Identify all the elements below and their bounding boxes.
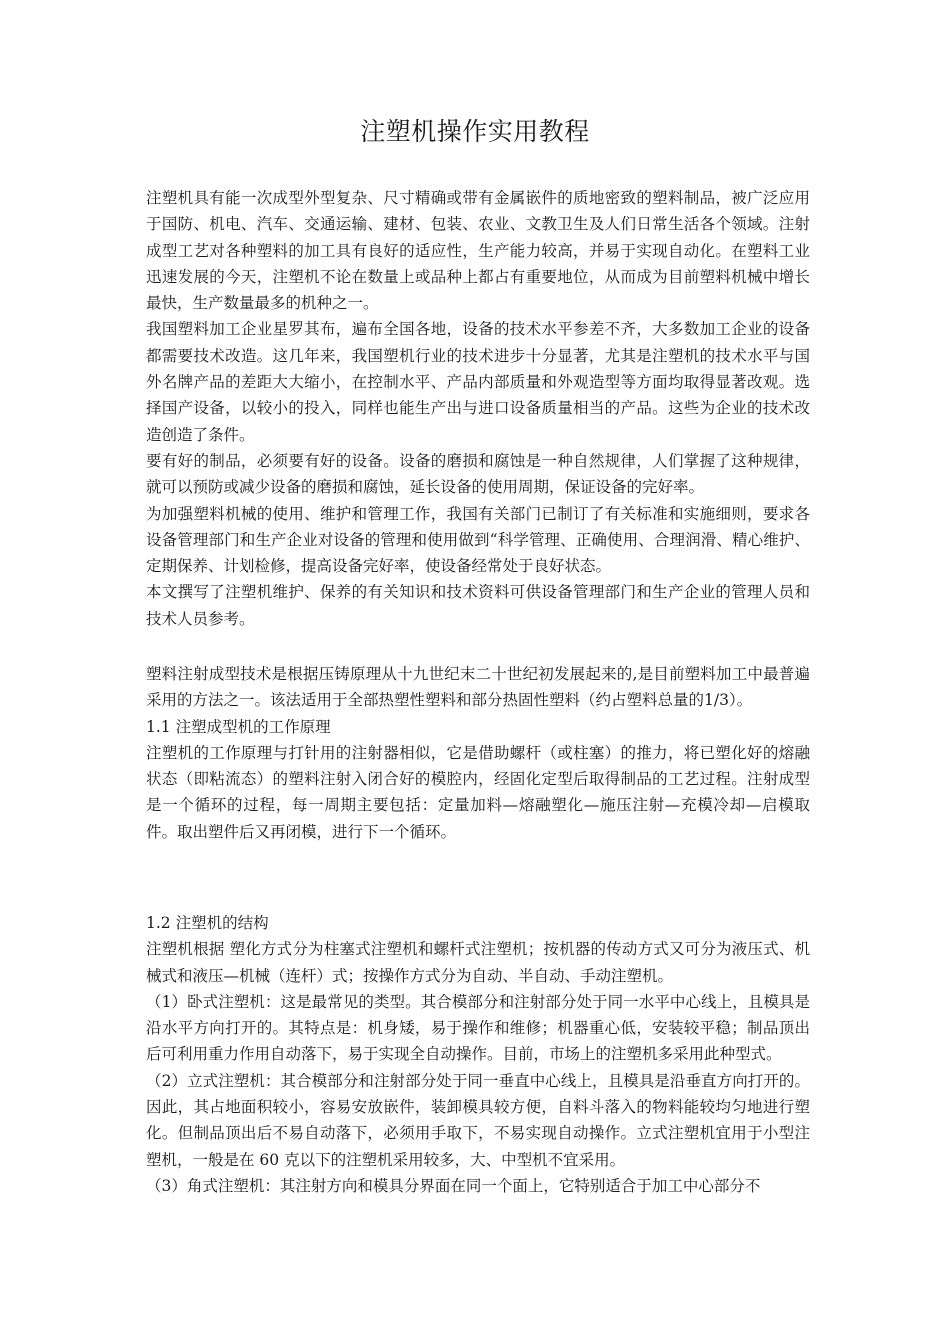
- body-paragraph: （1）卧式注塑机：这是最常见的类型。其合模部分和注射部分处于同一水平中心线上，且模具是沿水平方向打开的。其特点是：机身矮，易于操作和维修；机器重心低，安装较平稳；制品顶出后可利用重力作用自动落下，易于实现全自动操作。目前，市场上的注塑机多采用此种型式。: [146, 992, 810, 1064]
- body-paragraph: 塑料注射成型技术是根据压铸原理从十九世纪末二十世纪初发展起来的,是目前塑料加工中最普遍采用的方法之一。该法适用于全部热塑性塑料和部分热固性塑料（约占塑料总量的1/3）。: [146, 665, 810, 710]
- body-paragraph: 我国塑料加工企业星罗其布，遍布全国各地，设备的技术水平参差不齐，大多数加工企业的设备都需要技术改造。这几年来，我国塑机行业的技术进步十分显著，尤其是注塑机的技术水平与国外名牌产品的差距大大缩小，在控制水平、产品内部质量和外观造型等方面均取得显著改观。选择国产设备，以较小的投入，同样也能生产出与进口设备质量相当的产品。这些为企业的技术改造创造了条件。: [146, 320, 810, 444]
- section-heading: 1.2 注塑机的结构: [146, 914, 269, 932]
- body-paragraph: 注塑机根据 塑化方式分为柱塞式注塑机和螺杆式注塑机；按机器的传动方式又可分为液压式、机械式和液压—机械（连杆）式；按操作方式分为自动、半自动、手动注塑机。: [146, 940, 810, 985]
- document-title: 注塑机操作实用教程: [360, 117, 590, 146]
- body-paragraph: 注塑机的工作原理与打针用的注射器相似，它是借助螺杆（或柱塞）的推力，将已塑化好的熔融状态（即粘流态）的塑料注射入闭合好的模腔内，经固化定型后取得制品的工艺过程。注射成型是一个循环的过程，每一周期主要包括：定量加料—熔融塑化—施压注射—充模冷却—启模取件。取出塑件后又再闭模，进行下一个循环。: [146, 743, 810, 841]
- body-paragraph: 要有好的制品，必须要有好的设备。设备的磨损和腐蚀是一种自然规律，人们掌握了这种规律，就可以预防或减少设备的磨损和腐蚀，延长设备的使用周期，保证设备的完好率。: [146, 451, 810, 497]
- body-paragraph: （2）立式注塑机：其合模部分和注射部分处于同一垂直中心线上，且模具是沿垂直方向打开的。因此，其占地面积较小，容易安放嵌件，装卸模具较方便，自料斗落入的物料能较均匀地进行塑化。但制品顶出后不易自动落下，必须用手取下，不易实现自动操作。立式注塑机宜用于小型注塑机，一般是在 60 克以下的注塑机采用较多，大、中型机不宜采用。: [146, 1071, 810, 1169]
- body-paragraph: 注塑机具有能一次成型外型复杂、尺寸精确或带有金属嵌件的质地密致的塑料制品，被广泛应用于国防、机电、汽车、交通运输、建材、包装、农业、文教卫生及人们日常生活各个领域。注射成型工艺对各种塑料的加工具有良好的适应性，生产能力较高，并易于实现自动化。在塑料工业迅速发展的今天，注塑机不论在数量上或品种上都占有重要地位，从而成为目前塑料机械中增长最快，生产数量最多的机种之一。: [146, 189, 810, 313]
- principle-section: [146, 661, 810, 845]
- body-paragraph: （3）角式注塑机：其注射方向和模具分界面在同一个面上，它特别适合于加工中心部分不: [146, 1176, 761, 1195]
- structure-section: [146, 910, 810, 1199]
- body-paragraph: 为加强塑料机械的使用、维护和管理工作，我国有关部门已制订了有关标准和实施细则，要求各设备管理部门和生产企业对设备的管理和使用做到“科学管理、正确使用、合理润滑、精心维护、定期保养、计划检修，提高设备完好率，使设备经常处于良好状态。: [146, 504, 810, 576]
- body-paragraph: 本文撰写了注塑机维护、保养的有关知识和技术资料可供设备管理部门和生产企业的管理人员和技术人员参考。: [146, 583, 810, 628]
- section-heading: 1.1 注塑成型机的工作原理: [146, 717, 331, 736]
- intro-section: [146, 185, 810, 632]
